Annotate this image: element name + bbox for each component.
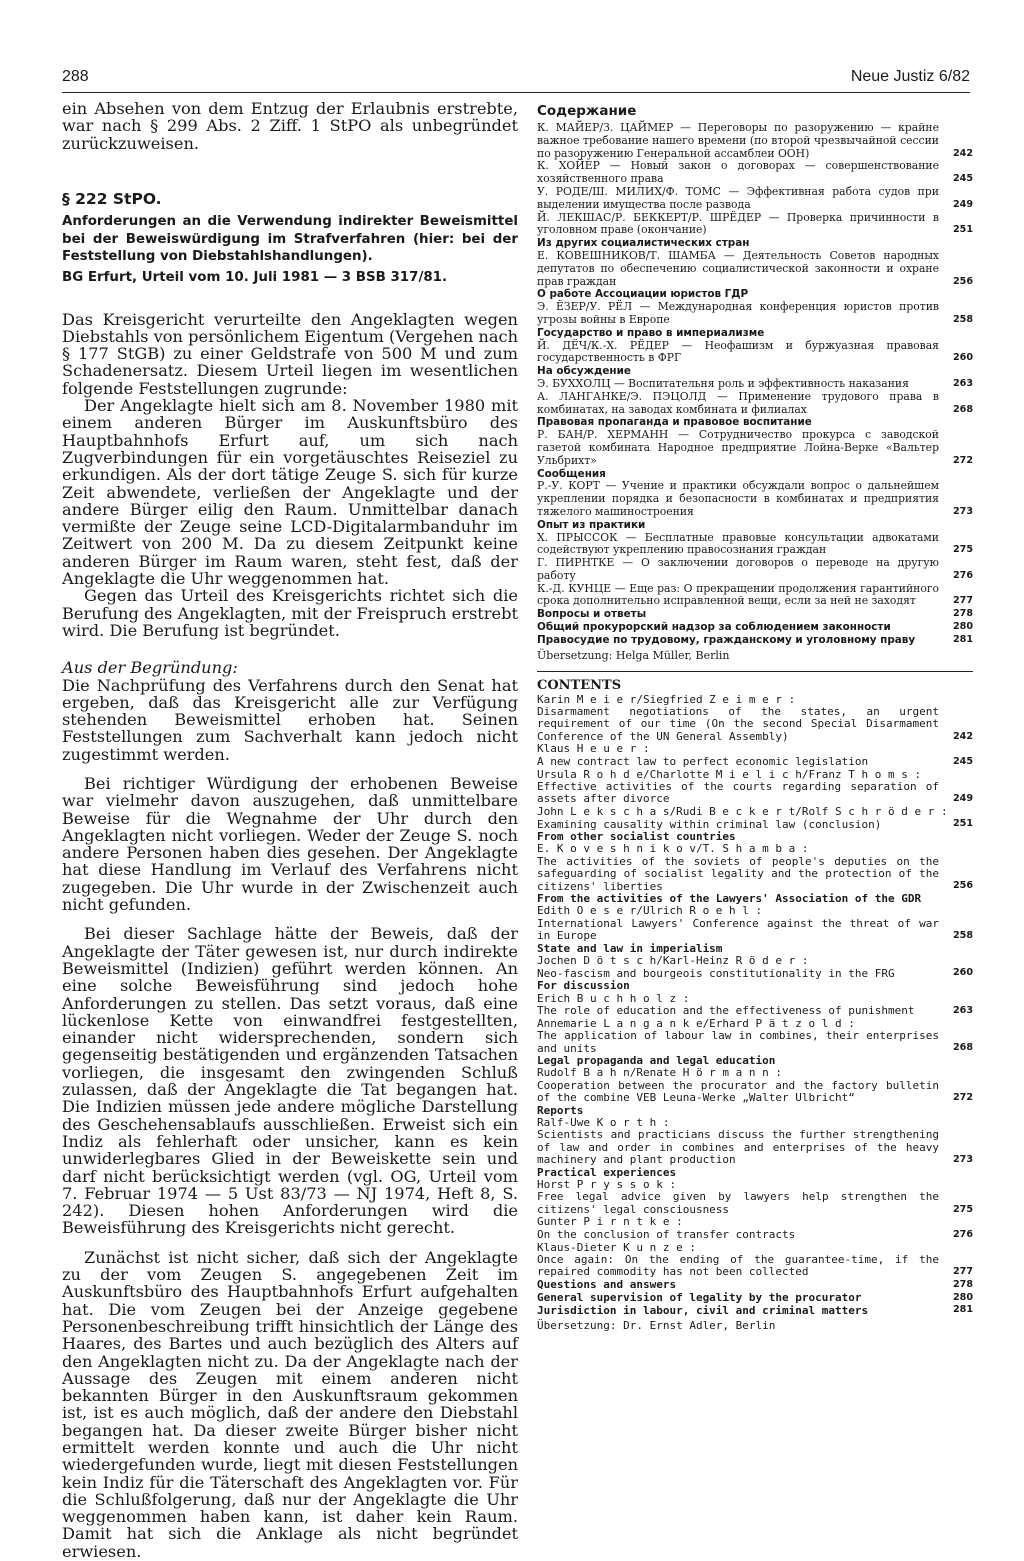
toc-category: Practical experiences [537,1165,677,1179]
toc-entry [537,480,973,518]
toc-entry-text: The activities of the soviets of people's deputies on the safeguarding of socialist legality and the protection of the citizens' liberties [537,854,939,893]
toc-entry-text: К. ХОЙЕР — Новый закон о договорах — совершенствование хозяйственного права [537,159,939,186]
toc-page-number: 263 [952,377,973,389]
toc-page-number: 256 [952,275,973,287]
toc-entry [537,429,973,467]
toc-authors: Erich B u c h h o l z : [537,991,690,1005]
toc-entry-text: International Lawyers' Conference against the threat of war in Europe [537,916,939,943]
section-heading: § 222 StPO. [62,189,162,208]
toc-entry [537,186,973,212]
toc-entry [537,756,973,769]
toc-page-number: 251 [952,818,973,830]
toc-page-number: 249 [952,198,973,210]
toc-page-number: 256 [952,880,973,892]
toc-page-number: 268 [952,1042,973,1054]
toc-category: Из других социалистических стран [537,237,750,250]
toc-page-number: 260 [952,352,973,364]
paragraph-facts-2: Der Angeklagte hielt sich am 8. November 1980 mit einem anderen Bürger im Auskunftsbüro des Hauptbahnhofs Erfurt auf, um sich nach Zugverbindungen für ein vorgetäuschtes Reiseziel zu erkundigen. Als der dort tätige Zeuge S. sich für kurze Zeit abwendete, verließen der Angeklagte und der andere Bürger eilig den Raum. Unmittelbar danach vermißte der Zeuge seine LCD-Digitalarmbanduhr im Zeitwert von 200 M. Da zu diesem Zeitpunkt keine anderen Bürger im Raum waren, steht fest, daß der Angeklagte die Uhr weggenommen hat. [62,396,518,589]
toc-entry-text: У. РОДЕ/Ш. МИЛИХ/Ф. ТОМС — Эффективная работа судов при выделении имущества после развода [537,184,939,211]
toc-entry-text: Правосудие по трудовому, гражданскому и уголовному праву [537,633,916,646]
toc-authors: John L e k s c h a s/Rudi B e c k e r t/Rolf S c h r ö d e r : [537,804,948,818]
toc-authors: Karin M e i e r/Siegfried Z e i m e r : [537,692,796,706]
toc-entry-text: Э. ЁЗЕР/У. РЁЛ — Международная конференция юристов против угрозы войны в Европе [537,300,939,326]
toc-entry [537,1279,973,1292]
paragraph-reasoning-3: Bei dieser Sachlage hätte der Beweis, daß der Angeklagte der Täter gewesen ist, nur durch indirekte Beweismittel (Indizien) geführt werden können. An eine solche Beweisführung sind jedoch hohe Anforderungen zu stellen. Das setzt voraus, daß eine lückenlose Kette von einwandfrei festgestellten, einander nicht widersprechenden, sondern sich gegenseitig bestätigenden und ergänzenden Tatsachen vorliegen, die insgesamt den zwingenden Schluß zulassen, daß der Angeklagte die Tat begangen hat. Die Indizien müssen jede andere mögliche Darstellung des Geschehensablaufs ausschließen. Erweist sich ein Indiz als fehlerhaft oder unsicher, kann es kein unwiderlegbares Glied in der Beweiskette sein und darf nicht berücksichtigt werden (vgl. OG, Urteil vom 7. Februar 1974 — 5 Ust 83/73 — NJ 1974, Heft 8, S. 242). Diesen hohen Anforderungen wird die Beweisführung des Kreisgerichts nicht gerecht. [62,924,518,1238]
paragraph-appeal: Gegen das Urteil des Kreisgerichts richtet sich die Berufung des Angeklagten, mit der Freispruch erstrebt wird. Die Berufung ist begründet. [62,586,518,640]
toc-entry-text: Р. БАН/Р. ХЕРМАНН — Сотрудничество прокурса с заводской газетой комбината Народное предприятие Лойна-Верке «Вальтер Ульбрихт» [537,428,939,467]
toc-entry [537,706,973,743]
toc-category: Legal propaganda and legal education [537,1054,776,1068]
toc-entry-text: Й. ДЁЧ/К.-Х. РЁДЕР — Неофашизм и буржуазная правовая государственность в ФРГ [537,338,939,365]
toc-page-number: 276 [952,1228,973,1240]
toc-entry [537,557,973,583]
toc-page-number: 275 [952,544,973,556]
toc-page-number: 280 [952,621,973,633]
toc-entry-text: Neo-fascism and bourgeois constitutionality in the FRG [537,966,895,980]
toc-entry-text: Cooperation between the procurator and the factory bulletin of the combine VEB Leuna-Werke „Walter Ulbricht“ [537,1078,939,1105]
reasoning-heading: Aus der Begründung: [62,658,238,678]
toc-authors: Klaus H e u e r : [537,742,650,756]
toc-page-number: 273 [952,505,973,517]
toc-entry-text: Й. ЛЕКШАС/Р. БЕККЕРТ/Р. ШРЁДЕР — Проверка причинности в уголовном праве (окончание) [537,210,939,237]
toc-entry [537,856,973,893]
toc-authors: Ralf-Uwe K o r t h : [537,1116,670,1130]
paragraph-reasoning-4: Zunächst ist nicht sicher, daß sich der Angeklagte zu der vom Zeugen S. angegebenen Zeit im Auskunftsbüro des Hauptbahnhofs Erfurt aufgehalten hat. Die vom Zeugen bei der Anzeige gegebene Personenbeschreibung trifft hinsichtlich der Länge des Haares, des Bartes und auch bezüglich des Alters auf den Angeklagten nicht zu. Da der Angeklagte nach der Aussage des Zeugen mit einem anderen nicht bekannten Bürger in den Auskunftsraum gekommen ist, ist es auch möglich, daß der andere den Diebstahl begangen hat. Da dieser zweite Bürger bisher nicht ermittelt werden konnte und auch die Uhr nicht wiedergefunden wurde, liegt mit diesen Feststellungen kein Indiz für die Täterschaft des Angeklagten vor. Für die Schlußfolgerung, daß nur der Angeklagte die Uhr weggenommen haben kann, ist daher kein Raum. Damit hat sich die Anklage als nicht begründet erwiesen. [62,1247,518,1561]
toc-en [537,678,973,1333]
toc-ru-list [537,122,973,647]
toc-entry-text: Х. ПРЫССОК — Бесплатные правовые консультации адвокатами содействуют укреплению правосознания граждан [537,530,939,557]
toc-authors: Horst P r y s s o k : [537,1178,677,1192]
toc-entry [537,340,973,366]
toc-page-number: 281 [952,1304,973,1316]
toc-category: Reports [537,1103,584,1117]
toc-page-number: 268 [952,403,973,415]
toc-authors: Gunter P i r n t k e : [537,1215,683,1229]
toc-category: О работе Ассоциации юристов ГДР [537,288,749,301]
toc-page-number: 260 [952,967,973,979]
toc-category: На обсуждение [537,365,631,378]
toc-entry-text: The role of education and the effectiveness of punishment [537,1004,915,1018]
toc-page-number: 251 [952,224,973,236]
intro-paragraph: ein Absehen von dem Entzug der Erlaubnis erstrebte, war nach § 299 Abs. 2 Ziff. 1 StPO als unbegründet zurückzuweisen. [62,99,518,153]
toc-page-number: 276 [952,569,973,581]
toc-page-number: 242 [952,730,973,742]
toc-page-number: 278 [952,1278,973,1290]
toc-page-number: 278 [952,608,973,620]
toc-entry [537,634,973,647]
toc-entry-text: К. МАЙЕР/З. ЦАЙМЕР — Переговоры по разоружению — крайне важное требование нашего времени (по второй чрезвычайной сессии по разоружению Генеральной ассамблеи ООН) [537,121,939,160]
toc-authors: E. K o v e s h n i k o v/T. S h a m b a : [537,842,809,856]
toc-page-number: 275 [952,1203,973,1215]
toc-entry-text: Disarmament negotiations of the states, an urgent requirement of our time (On the second Special Disarmament Conference of the UN General Assembly) [537,705,939,743]
toc-entry [537,1005,973,1018]
toc-entry [537,1030,973,1055]
toc-page-number: 277 [952,1265,973,1277]
right-column [537,103,973,1333]
toc-entry-text: Questions and answers [537,1278,677,1292]
toc-authors: Rudolf B a h n/Renate H ö r m a n n : [537,1066,783,1080]
toc-page-number: 242 [952,147,973,159]
toc-entry-text: Вопросы и ответы [537,608,647,621]
toc-entry [537,918,973,943]
toc-page-number: 277 [952,595,973,607]
toc-page-number: 245 [952,173,973,185]
toc-entry-text: А. ЛАНГАНКЕ/Э. ПЭЦОЛД — Применение трудового права в комбинатах, на заводах комбината и филиалах [537,389,939,416]
toc-page-number: 280 [952,1291,973,1303]
toc-authors: Jochen D ö t s c h/Karl-Heinz R ö d e r : [537,953,809,967]
toc-en-title: CONTENTS [537,677,622,693]
toc-entry [537,621,973,634]
toc-entry [537,1304,973,1317]
toc-category: State and law in imperialism [537,941,723,955]
toc-entry-text: Э. БУХХОЛЦ — Воспитательня роль и эффективность наказания [537,376,909,390]
page-number: 288 [62,68,89,85]
toc-entry [537,583,973,609]
toc-entry-text: Р.-У. КОРТ — Учение и практики обсуждали вопрос о дальнейшем укреплении порядка и безопасности в комбинатах и предприятия тяжелого машиностроения [537,479,939,518]
toc-category: Государство и право в империализме [537,326,765,339]
toc-entry-text: Общий прокурорский надзор за соблюдением законности [537,621,891,634]
toc-entry [537,1292,973,1305]
toc-category: From the activities of the Lawyers' Association of the GDR [537,891,922,905]
toc-entry [537,781,973,806]
toc-page-number: 281 [952,633,973,645]
toc-category: Правовая пропаганда и правовое воспитание [537,416,812,429]
toc-entry [537,1254,973,1279]
toc-entry-text: A new contract law to perfect economic legislation [537,755,869,769]
toc-category: Сообщения [537,467,606,480]
toc-entry [537,122,973,160]
toc-page-number: 272 [952,1091,973,1103]
toc-entry-text: Scientists and practicians discuss the further strengthening of law and order in combines and enterprises of the heavy machinery and plant production [537,1128,939,1167]
toc-authors: Klaus-Dieter K u n z e : [537,1240,696,1254]
toc-en-translator: Übersetzung: Dr. Ernst Adler, Berlin [537,1319,776,1333]
headnote: Anforderungen an die Verwendung indirekter Beweismittel bei der Beweiswürdigung im Strafverfahren (hier: bei der Feststellung von Diebstahlshandlungen). [62,213,518,265]
toc-authors: Edith O e s e r/Ulrich R o e h l : [537,904,763,918]
toc-entry-text: Once again: On the ending of the guarantee-time, if the repaired commodity has not been collected [537,1252,939,1279]
toc-authors: Annemarie L a n g a n k e/Erhard P ä t z o l d : [537,1016,855,1030]
toc-entry-text: The application of labour law in combines, their enterprises and units [537,1029,939,1055]
toc-entry [537,378,973,391]
toc-entry-text: Examining causality within criminal law (conclusion) [537,817,882,831]
toc-entry-text: Е. КОВЕШНИКОВ/Т. ШАМБА — Деятельность Советов народных депутатов по обеспечению социалистической законности и охране прав граждан [537,248,939,288]
paragraph-reasoning-2: Bei richtiger Würdigung der erhobenen Beweise war vielmehr davon auszugehen, daß unmittelbare Beweise für die Wegnahme der Uhr durch den Angeklagten nicht vorliegen. Weder der Zeuge S. noch andere Personen haben dies gesehen. Der Angeklagte hat diese Handlung im Verlauf des Verfahrens nicht zugegeben. Die Uhr wurde in der Zwischenzeit auch nicht gefunden. [62,774,518,915]
toc-entry-text: Jurisdiction in labour, civil and criminal matters [537,1303,869,1317]
left-column [62,100,518,1560]
toc-category: Опыт из практики [537,518,646,531]
toc-entry-text: General supervision of legality by the procurator [537,1290,862,1304]
toc-entry [537,250,973,288]
toc-entry [537,1129,973,1166]
toc-entry [537,818,973,831]
toc-entry [537,160,973,186]
toc-ru-title: Содержание [537,103,637,119]
toc-entry [537,1229,973,1242]
toc-entry-text: On the conclusion of transfer contracts [537,1228,796,1242]
toc-entry [537,1191,973,1216]
page-header [62,62,970,93]
toc-page-number: 258 [952,929,973,941]
toc-entry-text: Effective activities of the courts regarding separation of assets after divorce [537,779,939,806]
journal-title: Neue Justiz 6/82 [850,68,970,85]
toc-category: For discussion [537,979,630,993]
toc-entry [537,1080,973,1105]
toc-entry [537,212,973,238]
toc-en-list [537,694,973,1317]
toc-entry [537,301,973,327]
toc-page-number: 272 [952,454,973,466]
toc-page-number: 245 [952,755,973,767]
toc-page-number: 258 [952,313,973,325]
toc-page-number: 263 [952,1005,973,1016]
toc-authors: Ursula R o h d e/Charlotte M i e l i c h/Franz T h o m s : [537,767,922,781]
court-citation: BG Erfurt, Urteil vom 10. Juli 1981 — 3 BSB 317/81. [62,270,448,286]
toc-entry-text: Free legal advice given by lawyers help strengthen the citizens' legal consciousness [537,1190,939,1216]
toc-entry [537,608,973,621]
toc-page-number: 273 [952,1153,973,1165]
toc-ru-translator: Übersetzung: Helga Müller, Berlin [537,648,730,662]
paragraph-reasoning-1: Die Nachprüfung des Verfahrens durch den Senat hat ergeben, daß das Kreisgericht alle zur Verfügung stehenden Beweismittel erhoben hat. Seinen Feststellungen zum Sachverhalt kann jedoch nicht zugestimmt werden. [62,675,518,764]
toc-entry-text: К.-Д. КУНЦЕ — Еще раз: О прекращении продолжения гарантийного срока дополнительно исправленной вещи, если за ней не заходят [537,581,939,608]
toc-page-number: 249 [952,792,973,804]
toc-divider [537,671,973,672]
toc-entry-text: Г. ПИРНТКЕ — О заключении договоров о переводе на другую работу [537,556,939,582]
toc-entry [537,532,973,558]
toc-entry [537,391,973,417]
paragraph-facts-1: Das Kreisgericht verurteilte den Angeklagten wegen Diebstahls von persönlichem Eigentum (Vergehen nach § 177 StGB) zu einer Geldstrafe von 500 M und zum Schadenersatz. Diesem Urteil liegen im wesentlichen folgende Feststellungen zugrunde: [62,309,518,398]
toc-category: From other socialist countries [537,829,736,843]
